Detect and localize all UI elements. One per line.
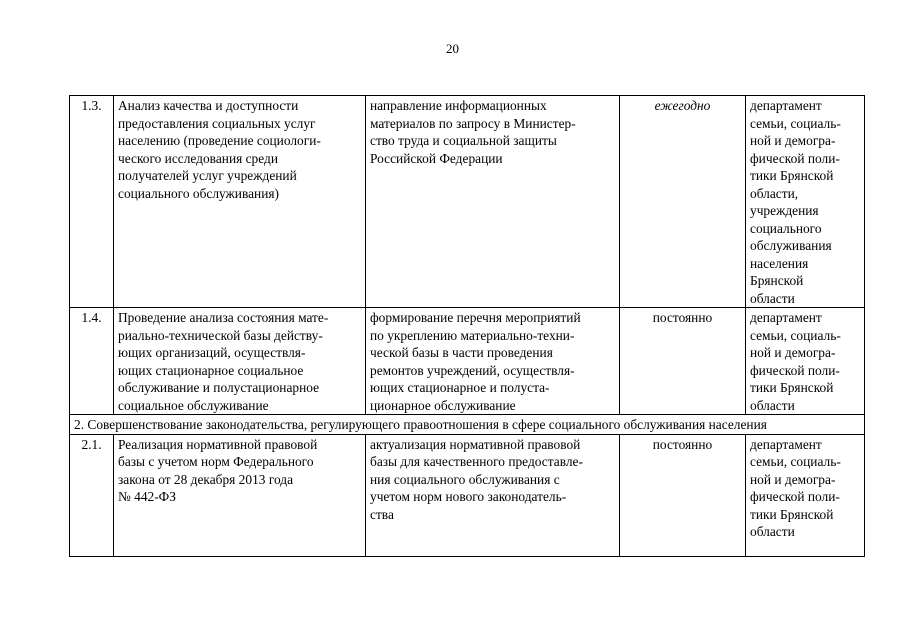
table-row [70, 96, 865, 308]
text-line: тики Брянской [750, 380, 834, 395]
text-line: предоставления социальных услуг [118, 115, 316, 131]
text-line: фической поли- [750, 489, 840, 504]
section-row [70, 415, 865, 435]
text-line: риально-технической базы действу- [118, 327, 323, 343]
term-cell: ежегодно [620, 96, 746, 308]
row-number: 1.4. [70, 308, 114, 415]
text-line: области [750, 290, 795, 306]
text-line: области [750, 524, 795, 539]
result-cell [366, 434, 620, 556]
row-number: 1.3. [70, 96, 114, 308]
page-number: 20 [446, 41, 459, 56]
text-line: ной и демогра- [750, 345, 836, 360]
text-line: фической поли- [750, 362, 840, 378]
text-line: направление информационных [370, 98, 547, 113]
text-line: ной и демогра- [750, 471, 836, 487]
result-cell [366, 308, 620, 415]
text-line: закона от 28 декабря 2013 года [118, 471, 294, 487]
text-line: семьи, социаль- [750, 327, 841, 343]
text-line: ства [370, 506, 394, 522]
text-line: Проведение анализа состояния мате- [118, 310, 329, 325]
text-line: № 442-ФЗ [118, 489, 176, 504]
event-cell [114, 308, 366, 415]
executor-cell [746, 96, 865, 308]
text-line: обслуживания [750, 238, 832, 253]
text-line: социального обслуживания) [118, 185, 279, 201]
result-cell [366, 96, 620, 308]
text-line: базы для качественного предоставле- [370, 454, 583, 469]
table-row [70, 308, 865, 415]
event-cell [114, 434, 366, 556]
text-line: области, [750, 185, 799, 201]
text-line: Анализ качества и доступности [118, 98, 299, 113]
text-line: ной и демогра- [750, 133, 836, 148]
text-line: населения [750, 255, 809, 271]
term-cell: постоянно [620, 434, 746, 556]
executor-cell [746, 434, 865, 556]
measures-table [69, 95, 865, 557]
text-line: учетом норм нового законодатель- [370, 489, 567, 504]
text-line: ющих стационарное и полуста- [370, 380, 550, 395]
row-number: 2.1. [70, 434, 114, 556]
term-cell: постоянно [620, 308, 746, 415]
text-line: актуализация нормативной правовой [370, 436, 581, 452]
text-line: ческого исследования среди [118, 150, 279, 166]
text-line: ство труда и социальной защиты [370, 133, 557, 148]
text-line: учреждения [750, 203, 819, 218]
text-line: Реализация нормативной правовой [118, 436, 318, 452]
text-line: обслуживание и полустационарное [118, 380, 320, 395]
text-line: ющих стационарное социальное [118, 362, 304, 378]
text-line: ния социального обслуживания с [370, 471, 560, 487]
text-line: области [750, 397, 795, 413]
text-line: тики Брянской [750, 168, 834, 183]
text-line: департамент [750, 310, 822, 325]
text-line: семьи, социаль- [750, 115, 841, 131]
text-line: по укреплению материально-техни- [370, 327, 575, 343]
text-line: формирование перечня мероприятий [370, 310, 581, 325]
text-line: населению (проведение социологи- [118, 133, 321, 148]
text-line: семьи, социаль- [750, 454, 841, 469]
section-heading: 2. Совершенствование законодательства, регулирующего правоотношения в сфере социального обслуживания населения [70, 415, 865, 435]
text-line: социального [750, 220, 822, 236]
executor-cell [746, 308, 865, 415]
text-line: Российской Федерации [370, 150, 503, 166]
text-line: ющих организаций, осуществля- [118, 345, 306, 360]
text-line: получателей услуг учреждений [118, 168, 297, 183]
text-line: базы с учетом норм Федерального [118, 454, 314, 469]
event-cell [114, 96, 366, 308]
text-line: департамент [750, 436, 822, 452]
text-line: Брянской [750, 273, 804, 288]
text-line: ремонтов учреждений, осуществля- [370, 362, 575, 378]
text-line: департамент [750, 98, 822, 113]
text-line: ческой базы в части проведения [370, 345, 553, 360]
text-line: ционарное обслуживание [370, 397, 516, 413]
text-line: тики Брянской [750, 506, 834, 522]
table-row [70, 434, 865, 556]
text-line: социальное обслуживание [118, 397, 269, 413]
text-line: фической поли- [750, 150, 840, 166]
text-line: материалов по запросу в Министер- [370, 115, 576, 131]
